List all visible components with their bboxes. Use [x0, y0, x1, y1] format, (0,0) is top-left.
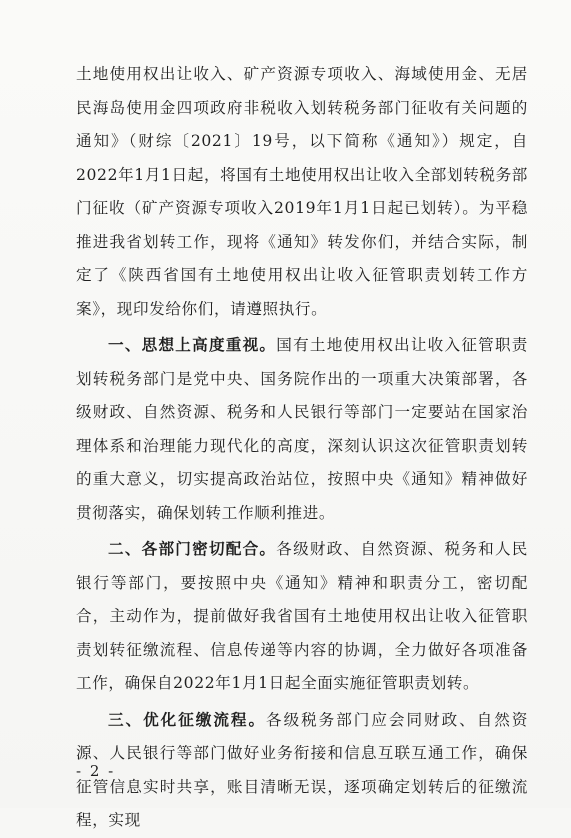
section-1-paragraph: [76, 328, 528, 530]
section-1-text: 国有土地使用权出让收入征管职责划转税务部门是党中央、国务院作出的一项重大决策部署，各级财政、自然资源、税务和人民银行等部门一定要站在国家治理体系和治理能力现代化的高度，深刻认识这次征管职责划转的重大意义，切实提高政治站位，按照中央《通知》精神做好贯彻落实，确保划转工作顺利推进。: [76, 336, 528, 522]
section-3-text: 各级税务部门应会同财政、自然资源、人民银行等部门做好业务衔接和信息互联互通工作，确保征管信息实时共享，账目清晰无误，逐项确定划转后的征缴流程，实现: [76, 710, 528, 829]
section-2-text: 各级财政、自然资源、税务和人民银行等部门，要按照中央《通知》精神和职责分工，密切配合，主动作为，提前做好我省国有土地使用权出让收入征管职责划转征缴流程、信息传递等内容的协调，全力做好各项准备工作，确保自2022年1月1日起全面实施征管职责划转。: [76, 540, 528, 692]
page-number: - 2 -: [76, 762, 116, 780]
section-2-paragraph: [76, 532, 528, 701]
section-2-heading: 二、各部门密切配合。: [108, 539, 277, 558]
section-3-paragraph: [76, 703, 528, 838]
section-3-heading: 三、优化征缴流程。: [108, 709, 267, 729]
intro-paragraph: 土地使用权出让收入、矿产资源专项收入、海域使用金、无居民海岛使用金四项政府非税收入划转税务部门征收有关问题的通知》（财综〔2021〕19号，以下简称《通知》）规定，自2022年1月1日起，将国有土地使用权出让收入全部划转税务部门征收（矿产资源专项收入2019年1月1日起已划转）。为平稳推进我省划转工作，现将《通知》转发你们，并结合实际，制定了《陕西省国有土地使用权出让收入征管职责划转工作方案》，现印发给你们，请遵照执行。: [76, 65, 528, 318]
document-body: [76, 58, 528, 838]
section-1-heading: 一、思想上高度重视。: [108, 335, 277, 354]
